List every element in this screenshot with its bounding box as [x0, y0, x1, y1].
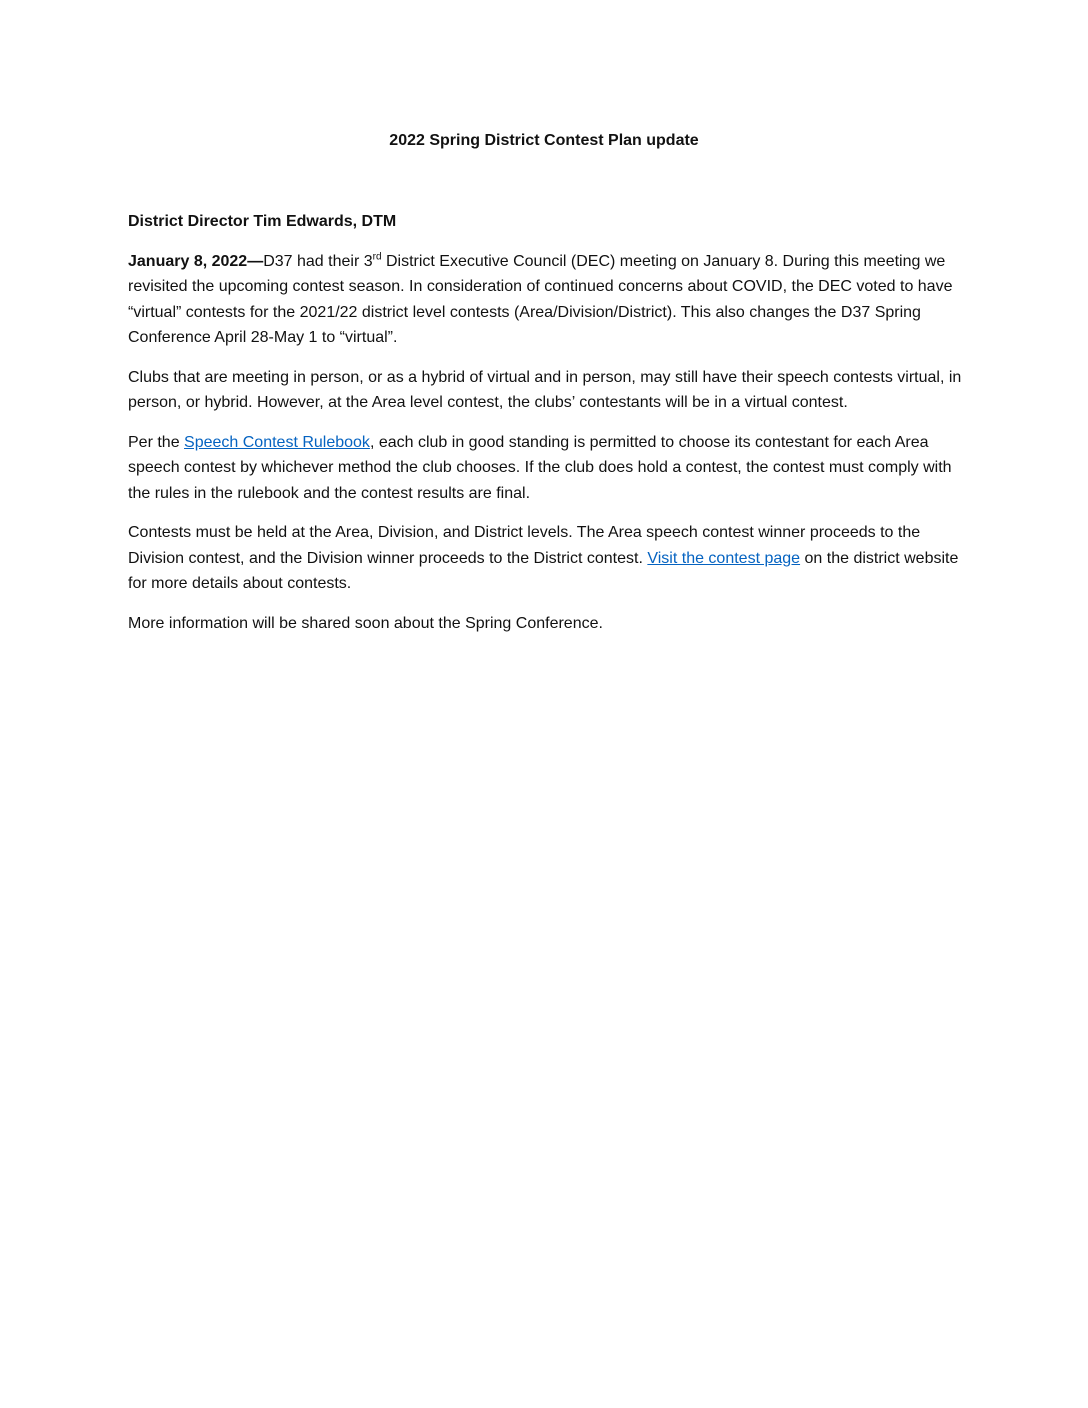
ordinal-suffix: rd [372, 251, 382, 263]
contest-page-link[interactable]: Visit the contest page [647, 549, 801, 567]
paragraph-contest-levels [128, 520, 968, 597]
levels-text-before: Contests must be held at the Area, Division, and District levels. The Area speech contest winner proceeds to the Division contest, and the Division winner proceeds to the District contest. [128, 524, 921, 567]
announcement-text-start: D37 had their 3 [263, 252, 373, 270]
author-byline: District Director Tim Edwards, DTM [128, 213, 397, 230]
announcement-text-rest: District Executive Council (DEC) meeting on January 8. During this meeting we revisited the upcoming contest season. In consideration of continued concerns about COVID, the DEC voted to have “virtual” contests for the 2021/22 district level contests (Area/Division/District). This also changes the D37 Spring Conference April 28-May 1 to “virtual”. [128, 252, 953, 346]
rulebook-text-after: , each club in good standing is permitted to choose its contestant for each Area speech contest by whichever method the club chooses. If the club does hold a contest, the contest must comply with the rules in the rulebook and the contest results are final. [128, 433, 952, 502]
announcement-date: January 8, 2022 [128, 252, 248, 270]
speech-contest-rulebook-link[interactable]: Speech Contest Rulebook [184, 433, 370, 451]
rulebook-text-before: Per the [128, 433, 185, 451]
paragraph-more-info: More information will be shared soon about the Spring Conference. [128, 614, 603, 632]
date-dash: — [247, 252, 264, 270]
levels-text-after: on the district website for more details about contests. [128, 549, 959, 592]
paragraph-announcement [128, 249, 968, 351]
paragraph-rulebook [128, 430, 968, 507]
document-body [128, 209, 968, 650]
document-title: 2022 Spring District Contest Plan update [389, 132, 699, 149]
paragraph-clubs: Clubs that are meeting in person, or as a hybrid of virtual and in person, may still have their speech contests virtual, in person, or hybrid. However, at the Area level contest, the clubs’ contestants will be in a virtual contest. [128, 368, 962, 411]
